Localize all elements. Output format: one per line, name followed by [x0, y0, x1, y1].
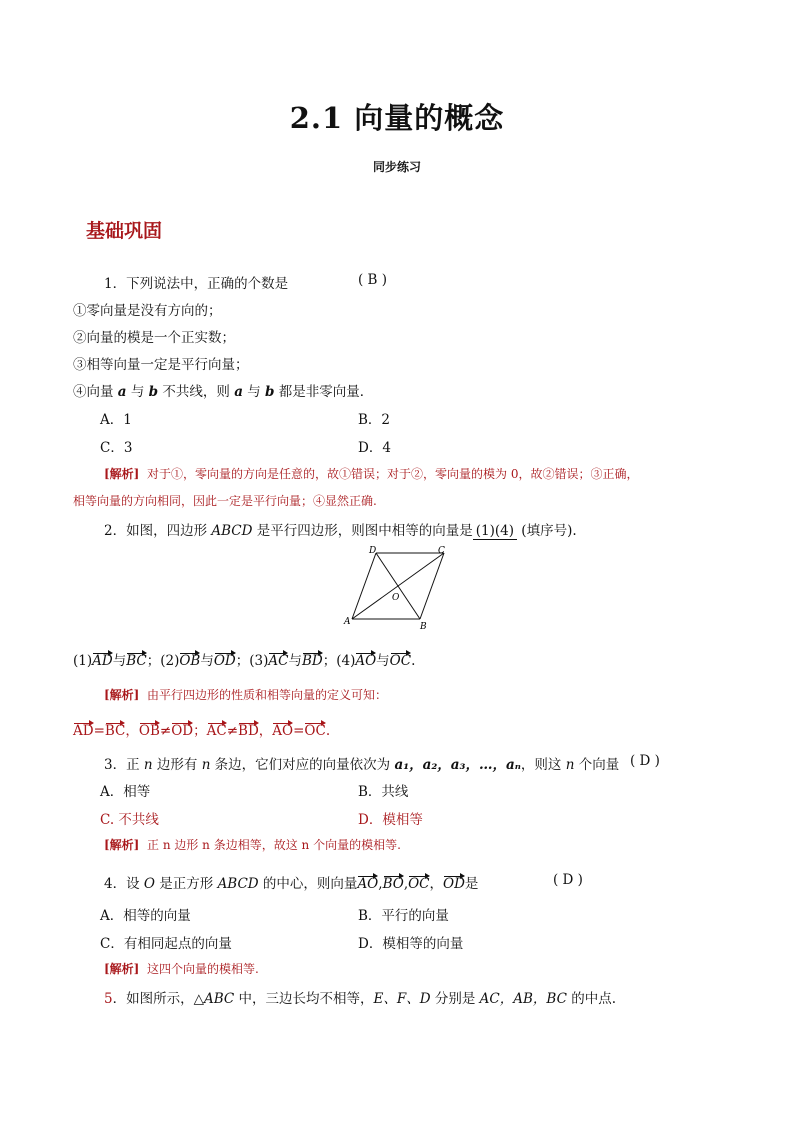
q2-stem: 2．如图，四边形 ABCD 是平行四边形，则图中相等的向量是 (1)(4) (填序号).: [104, 523, 577, 539]
label-d: D: [369, 546, 377, 556]
q4-stem: 4．设 O 是正方形 ABCD 的中心，则向量AO,BO,OC，OD是: [104, 876, 479, 892]
q3-option-a: A．相等: [100, 784, 151, 800]
q2-options: (1)AD与BC；(2)OB与OD；(3)AC与BD；(4)AO与OC.: [73, 653, 416, 669]
label-b: B: [420, 622, 427, 632]
page-subtitle: 同步练习: [372, 160, 421, 174]
side-da: [352, 553, 376, 619]
q4-answer: ( D ): [553, 872, 583, 888]
label-o: O: [392, 593, 400, 603]
q4-option-a: A．相等的向量: [100, 908, 191, 924]
q4-option-c: C．有相同起点的向量: [100, 936, 232, 952]
label-c: C: [438, 546, 445, 556]
q2-answer-blank: (1)(4): [473, 523, 517, 540]
q3-option-b: B．共线: [358, 784, 409, 800]
diagonal-db: [376, 553, 420, 619]
side-cb: [420, 553, 444, 619]
q2-explanation-relations: AD=BC，OB≠OD；AC≠BD，AO=OC.: [73, 723, 331, 739]
q1-answer: ( B ): [358, 272, 388, 288]
section-heading: 基础巩固: [86, 220, 163, 242]
q4-option-b: B．平行的向量: [358, 908, 449, 924]
q1-explanation-line2: 相等向量的方向相同，因此一定是平行向量；④显然正确.: [73, 494, 377, 508]
q1-option-d: D．4: [358, 440, 391, 456]
q1-option-c: C．3: [100, 440, 133, 456]
q1-item-2: ②向量的模是一个正实数；: [73, 330, 235, 346]
q3-stem: 3．正 n 边形有 n 条边，它们对应的向量依次为 a₁，a₂，a₃，…，aₙ，则这 n 个向量: [104, 757, 620, 773]
q1-option-a: A．1: [100, 412, 132, 428]
q3-option-c: C. 不共线: [100, 812, 159, 828]
q3-explanation: [解析] 正 n 边形 n 条边相等，故这 n 个向量的模相等.: [104, 838, 401, 852]
q1-option-b: B．2: [358, 412, 391, 428]
q1-stem: 1．下列说法中，正确的个数是: [104, 276, 289, 292]
q1-explanation-line1: [解析] 对于①，零向量的方向是任意的，故①错误；对于②，零向量的模为 0，故②错误；③正确，: [104, 467, 639, 481]
parallelogram-figure: [338, 544, 454, 632]
q3-option-d: D．模相等: [358, 812, 423, 828]
q5-stem: 5．如图所示，△ABC 中，三边长均不相等，E、F、D 分别是 AC，AB，BC 的中点.: [104, 991, 617, 1007]
q2-explanation: [解析] 由平行四边形的性质和相等向量的定义可知：: [104, 688, 388, 702]
page-title: 2.1 向量的概念: [289, 101, 505, 135]
q4-option-d: D．模相等的向量: [358, 936, 464, 952]
q4-explanation: [解析] 这四个向量的模相等.: [104, 962, 259, 976]
q3-answer: ( D ): [630, 753, 660, 769]
q1-item-4: ④向量 a 与 b 不共线，则 a 与 b 都是非零向量．: [73, 384, 374, 400]
label-a: A: [344, 617, 351, 627]
q1-item-3: ③相等向量一定是平行向量；: [73, 357, 249, 373]
q1-item-1: ①零向量是没有方向的；: [73, 303, 222, 319]
